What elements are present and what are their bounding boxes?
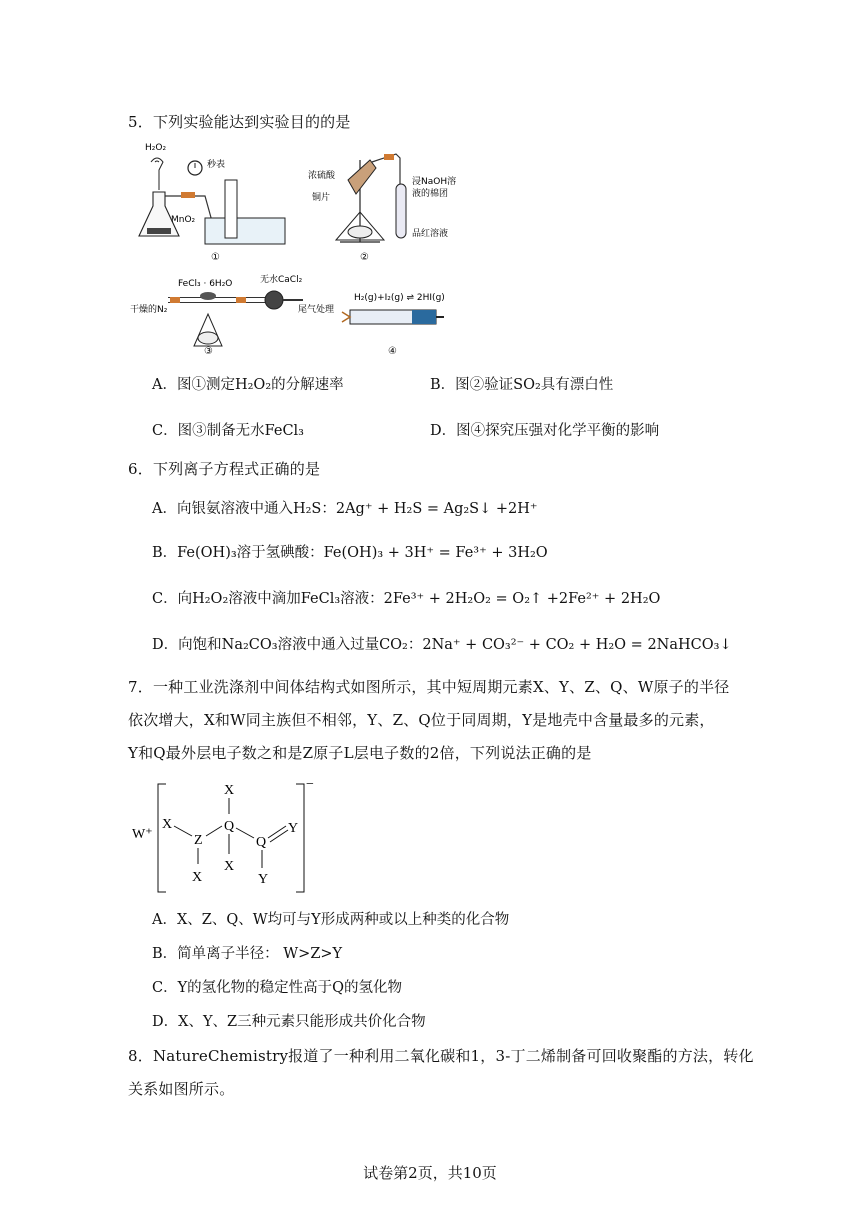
question-8-line-2: 关系如图所示。: [128, 1080, 235, 1098]
question-7-line-2: 依次增大，X和W同主族但不相邻，Y、Z、Q位于同周期，Y是地壳中含量最多的元素，: [128, 711, 715, 729]
structure-x-under-z: X: [192, 870, 203, 885]
structure-charge: −: [306, 777, 314, 792]
structure-z: Z: [194, 833, 203, 848]
q6-option-c: C．向H₂O₂溶液中滴加FeCl₃溶液：2Fe³⁺ + 2H₂O₂ = O₂↑ +2Fe²⁺ + 2H₂O: [152, 591, 661, 607]
structure-y-bottom: Y: [258, 872, 269, 887]
structure-x-left: X: [162, 817, 173, 832]
q7-option-c: C．Y的氢化物的稳定性高于Q的氢化物: [152, 980, 403, 996]
fig2-acid-label: 浓硫酸: [308, 171, 336, 181]
fig2-copper-label: 铜片: [312, 193, 331, 203]
question-6-stem: 6．下列离子方程式正确的是: [128, 460, 321, 478]
fig1-mno2-label: MnO₂: [171, 215, 196, 225]
figure-1-apparatus: [135, 140, 295, 265]
fig3-fecl3-label: FeCl₃ · 6H₂O: [178, 279, 233, 289]
q7-option-d: D．X、Y、Z三种元素只能形成共价化合物: [152, 1014, 426, 1030]
q7-option-a: A．X、Z、Q、W均可与Y形成两种或以上种类的化合物: [152, 912, 510, 928]
question-8-line-1: 8．NatureChemistry报道了一种利用二氧化碳和1，3-丁二烯制备可回收聚酯的方法，转化: [128, 1047, 754, 1065]
structure-y-right: Y: [288, 821, 299, 836]
structure-w-ion: W⁺: [132, 827, 153, 842]
fig2-number: ②: [360, 252, 369, 263]
page-footer: 试卷第2页，共10页: [363, 1164, 497, 1182]
figure-3-apparatus: [128, 268, 348, 360]
figure-4-apparatus: [340, 286, 460, 361]
q5-option-b: B．图②验证SO₂具有漂白性: [430, 377, 614, 393]
fig4-number: ④: [388, 346, 397, 357]
figure-2-apparatus: [300, 140, 490, 265]
q7-option-b: B．简单离子半径： W>Z>Y: [152, 946, 343, 962]
structure-q-center: Q: [224, 819, 235, 834]
q6-option-b: B．Fe(OH)₃溶于氢碘酸：Fe(OH)₃ + 3H⁺ = Fe³⁺ + 3H₂O: [152, 545, 548, 561]
structure-x-top: X: [224, 783, 235, 798]
q5-option-c: C．图③制备无水FeCl₃: [152, 423, 304, 439]
question-5-stem: 5．下列实验能达到实验目的的是: [128, 113, 351, 131]
question-7-line-1: 7．一种工业洗涤剂中间体结构式如图所示，其中短周期元素X、Y、Z、Q、W原子的半径: [128, 678, 730, 696]
fig2-solution-label: 品红溶液: [412, 229, 449, 239]
fig3-tail-label: 尾气处理: [298, 305, 335, 315]
q5-option-d: D．图④探究压强对化学平衡的影响: [430, 423, 660, 439]
fig1-timer-label: 秒表: [207, 160, 226, 170]
fig3-n2-label: 干燥的N₂: [130, 305, 168, 315]
fig3-cacl2-label: 无水CaCl₂: [260, 275, 303, 285]
fig2-cotton-label-1: 浸NaOH溶: [412, 177, 457, 187]
fig4-equation: H₂(g)+I₂(g) ⇌ 2HI(g): [354, 293, 445, 303]
structure-q-right: Q: [256, 835, 267, 850]
fig2-cotton-label-2: 液的棉团: [412, 189, 449, 199]
fig1-number: ①: [211, 252, 220, 263]
q6-option-d: D．向饱和Na₂CO₃溶液中通入过量CO₂：2Na⁺ + CO₃²⁻ + CO₂ + H₂O = 2NaHCO₃↓: [152, 637, 732, 653]
q6-option-a: A．向银氨溶液中通入H₂S：2Ag⁺ + H₂S = Ag₂S↓ +2H⁺: [152, 501, 538, 517]
q5-option-a: A．图①测定H₂O₂的分解速率: [152, 377, 344, 393]
question-7-line-3: Y和Q最外层电子数之和是Z原子L层电子数的2倍，下列说法正确的是: [128, 744, 592, 762]
structure-diagram: [128, 776, 328, 896]
fig1-h2o2-label: H₂O₂: [145, 143, 167, 153]
structure-x-under-q: X: [224, 859, 235, 874]
fig3-number: ③: [204, 346, 213, 357]
